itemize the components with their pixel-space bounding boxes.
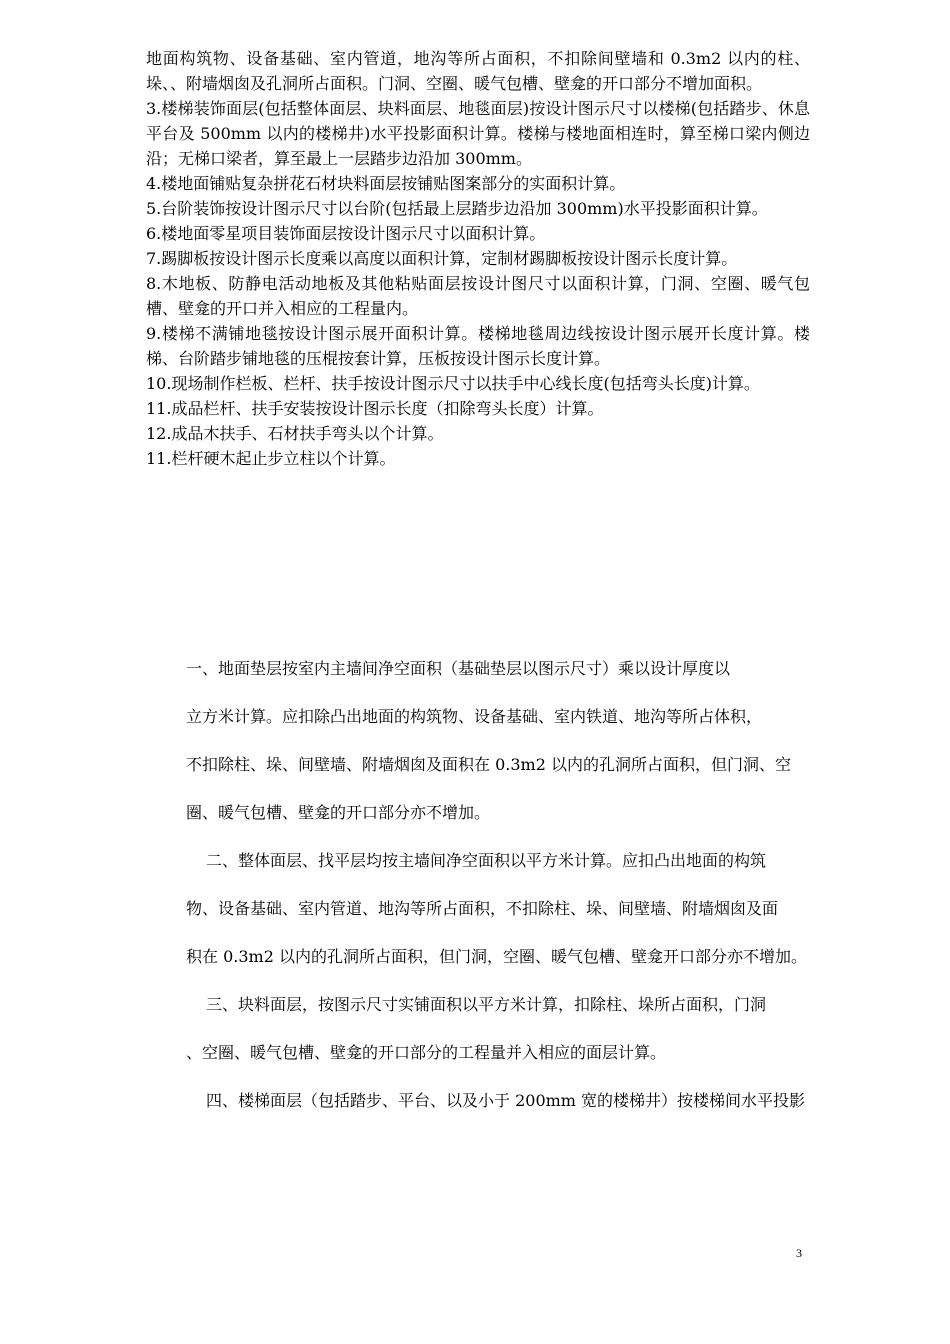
floor-calculation-section (146, 656, 810, 1136)
section-line: 物、设备基础、室内管道、地沟等所占面积，不扣除柱、垛、间壁墙、附墙烟囱及面 (186, 899, 779, 918)
rule-paragraph-12: 12.成品木扶手、石材扶手弯头以个计算。 (146, 424, 444, 443)
rule-paragraph-8: 8.木地板、防静电活动地板及其他粘贴面层按设计图尺寸以面积计算，门洞、空圈、暖气包槽、壁龛的开口并入相应的工程量内。 (146, 274, 810, 318)
rule-paragraph-10: 10.现场制作栏板、栏杆、扶手按设计图示尺寸以扶手中心线长度(包括弯头长度)计算。 (146, 374, 760, 393)
section-line: 三、块料面层，按图示尺寸实铺面积以平方米计算，扣除柱、垛所占面积，门洞 (206, 995, 767, 1014)
calculation-rules-list (146, 46, 810, 471)
section-line: 一、地面垫层按室内主墙间净空面积（基础垫层以图示尺寸）乘以设计厚度以 (186, 659, 731, 678)
section-line: 积在 0.3m2 以内的孔洞所占面积，但门洞，空圈、暖气包槽、壁龛开口部分亦不增加。 (186, 947, 807, 966)
page-number: 3 (796, 1246, 802, 1260)
rule-paragraph-4: 4.楼地面铺贴复杂拼花石材块料面层按铺贴图案部分的实面积计算。 (146, 174, 626, 193)
rule-paragraph-9: 9.楼梯不满铺地毯按设计图示展开面积计算。楼梯地毯周边线按设计图示展开长度计算。楼梯、台阶踏步铺地毯的压棍按套计算，压板按设计图示长度计算。 (146, 324, 810, 368)
rule-paragraph-continued: 地面构筑物、设备基础、室内管道，地沟等所占面积，不扣除间壁墙和 0.3m2 以内的柱、垛、、附墙烟囱及孔洞所占面积。门洞、空圈、暖气包槽、壁龛的开口部分不增加面积。 (146, 49, 810, 93)
section-line: 圈、暖气包槽、壁龛的开口部分亦不增加。 (186, 803, 491, 822)
rule-paragraph-3: 3.楼梯装饰面层(包括整体面层、块料面层、地毯面层)按设计图示尺寸以楼梯(包括踏步、休息平台及 500mm 以内的楼梯井)水平投影面积计算。楼梯与楼地面相连时，算至梯口梁内侧边沿；无梯口梁者，算至最上一层踏步边沿加 300mm。 (146, 99, 810, 168)
rule-paragraph-6: 6.楼地面零星项目装饰面层按设计图示尺寸以面积计算。 (146, 224, 546, 243)
section-line: 四、楼梯面层（包括踏步、平台、以及小于 200mm 宽的楼梯井）按楼梯间水平投影 (206, 1091, 806, 1110)
rule-paragraph-13: 11.栏杆硬木起止步立柱以个计算。 (146, 449, 396, 468)
section-line: 二、整体面层、找平层均按主墙间净空面积以平方米计算。应扣凸出地面的构筑 (206, 851, 767, 870)
section-line: 、空圈、暖气包槽、壁龛的开口部分的工程量并入相应的面层计算。 (186, 1043, 667, 1062)
rule-paragraph-5: 5.台阶装饰按设计图示尺寸以台阶(包括最上层踏步边沿加 300mm)水平投影面积计算。 (146, 199, 768, 218)
section-line: 立方米计算。应扣除凸出地面的构筑物、设备基础、室内铁道、地沟等所占体积， (186, 707, 763, 726)
rule-paragraph-11: 11.成品栏杆、扶手安装按设计图示长度（扣除弯头长度）计算。 (146, 399, 604, 418)
rule-paragraph-7: 7.踢脚板按设计图示长度乘以高度以面积计算，定制材踢脚板按设计图示长度计算。 (146, 249, 738, 268)
section-line: 不扣除柱、垛、间壁墙、附墙烟囱及面积在 0.3m2 以内的孔洞所占面积，但门洞、空 (186, 755, 791, 774)
